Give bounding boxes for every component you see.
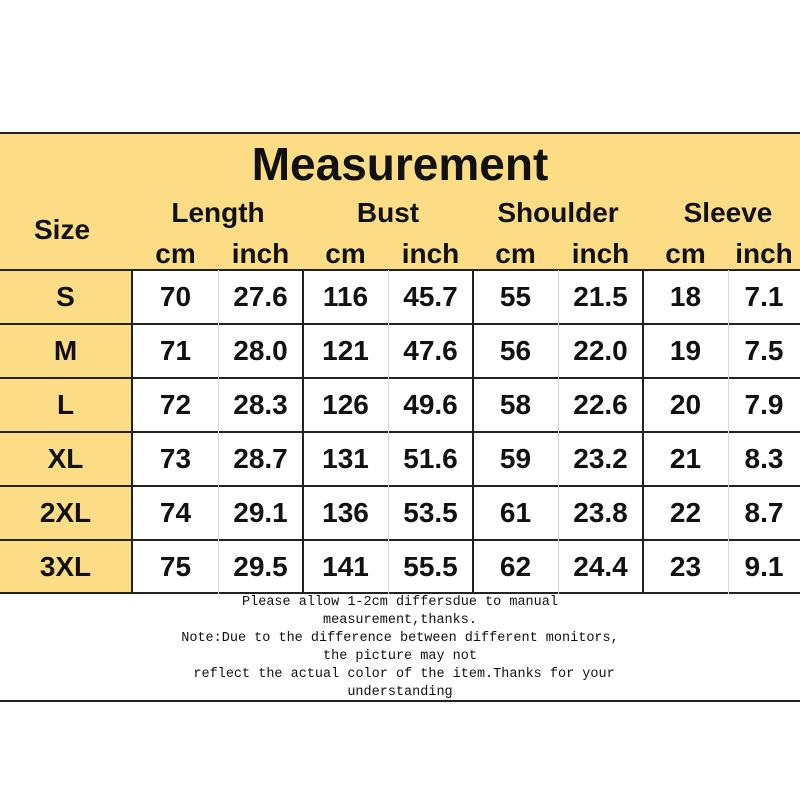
note-line: understanding — [347, 685, 453, 700]
table-row — [133, 540, 800, 594]
unit-bust-cm: cm — [325, 238, 366, 269]
value-cell: 47.6 — [403, 335, 458, 366]
row-divider — [0, 539, 800, 541]
note-line: reflect the actual color of the item.Thanks for your — [185, 667, 615, 682]
value-cell: 23 — [669, 551, 702, 582]
unit-divider — [388, 270, 389, 594]
value-cell: 22 — [669, 497, 702, 528]
value-cell: 121 — [322, 335, 369, 366]
value-cell: 28.0 — [233, 335, 288, 366]
value-cell: 55 — [499, 281, 532, 312]
value-cell: 29.1 — [233, 497, 288, 528]
value-cell: 29.5 — [233, 551, 288, 582]
unit-sleeve-inch: inch — [735, 238, 793, 269]
note-line: Note:Due to the difference between different monitors, — [181, 631, 619, 646]
size-cell: 3XL — [39, 551, 92, 582]
table-row — [133, 378, 800, 432]
value-cell: 71 — [159, 335, 192, 366]
value-cell: 59 — [499, 443, 532, 474]
unit-length-cm: cm — [155, 238, 196, 269]
size-cell: M — [53, 335, 78, 366]
unit-sleeve-cm: cm — [665, 238, 706, 269]
unit-bust-inch: inch — [401, 238, 460, 269]
value-cell: 19 — [669, 335, 702, 366]
unit-divider — [728, 270, 729, 594]
value-cell: 9.1 — [744, 551, 784, 582]
value-cell: 8.7 — [744, 497, 784, 528]
unit-shoulder-cm: cm — [495, 238, 536, 269]
value-cell: 56 — [499, 335, 532, 366]
size-cell: L — [56, 389, 75, 420]
table-row — [133, 486, 800, 540]
group-label-shoulder: Shoulder — [497, 197, 619, 228]
value-cell: 131 — [322, 443, 369, 474]
value-cell: 74 — [159, 497, 192, 528]
value-cell: 136 — [322, 497, 369, 528]
value-cell: 70 — [159, 281, 192, 312]
row-divider — [0, 269, 800, 271]
value-cell: 45.7 — [403, 281, 458, 312]
group-divider — [642, 270, 644, 594]
table-row — [133, 270, 800, 324]
size-column-header: Size — [33, 214, 91, 245]
unit-length-inch: inch — [231, 238, 290, 269]
unit-shoulder-inch: inch — [571, 238, 630, 269]
size-cell: XL — [47, 443, 84, 474]
row-divider — [0, 323, 800, 325]
table-row — [133, 432, 800, 486]
value-cell: 126 — [322, 389, 369, 420]
value-cell: 22.6 — [573, 389, 628, 420]
note-line: measurement,thanks. — [323, 613, 477, 628]
size-chart — [0, 132, 800, 702]
value-cell: 61 — [499, 497, 532, 528]
note-line: Please allow 1-2cm differsdue to manual — [242, 595, 558, 610]
value-cell: 7.5 — [744, 335, 784, 366]
value-cell: 116 — [322, 281, 369, 312]
value-cell: 51.6 — [403, 443, 458, 474]
unit-divider — [558, 270, 559, 594]
value-cell: 21 — [669, 443, 702, 474]
value-cell: 72 — [159, 389, 192, 420]
value-cell: 141 — [322, 551, 369, 582]
value-cell: 21.5 — [573, 281, 628, 312]
size-cell: S — [56, 281, 75, 312]
note-line: the picture may not — [323, 649, 477, 664]
value-cell: 62 — [499, 551, 532, 582]
group-label-bust: Bust — [356, 197, 420, 228]
value-cell: 7.9 — [744, 389, 784, 420]
value-cell: 49.6 — [403, 389, 458, 420]
value-cell: 53.5 — [403, 497, 458, 528]
unit-divider — [218, 270, 219, 594]
size-cell: 2XL — [39, 497, 92, 528]
value-cell: 75 — [159, 551, 192, 582]
value-cell: 7.1 — [744, 281, 784, 312]
group-divider — [472, 270, 474, 594]
value-cell: 27.6 — [233, 281, 288, 312]
value-cell: 23.2 — [573, 443, 628, 474]
row-divider — [0, 485, 800, 487]
row-divider — [0, 377, 800, 379]
value-cell: 73 — [159, 443, 192, 474]
value-cell: 28.3 — [233, 389, 288, 420]
group-divider — [302, 270, 304, 594]
value-cell: 23.8 — [573, 497, 628, 528]
value-cell: 22.0 — [573, 335, 628, 366]
value-cell: 18 — [669, 281, 702, 312]
value-cell: 55.5 — [403, 551, 458, 582]
value-cell: 24.4 — [573, 551, 628, 582]
disclaimer-note — [0, 594, 800, 704]
chart-title: Measurement — [251, 138, 549, 190]
table-row — [133, 324, 800, 378]
value-cell: 20 — [669, 389, 702, 420]
value-cell: 8.3 — [744, 443, 784, 474]
chart-header — [0, 134, 800, 270]
row-divider — [0, 431, 800, 433]
group-label-length: Length — [171, 197, 265, 228]
group-label-sleeve: Sleeve — [683, 197, 773, 228]
value-cell: 28.7 — [233, 443, 288, 474]
value-cell: 58 — [499, 389, 532, 420]
